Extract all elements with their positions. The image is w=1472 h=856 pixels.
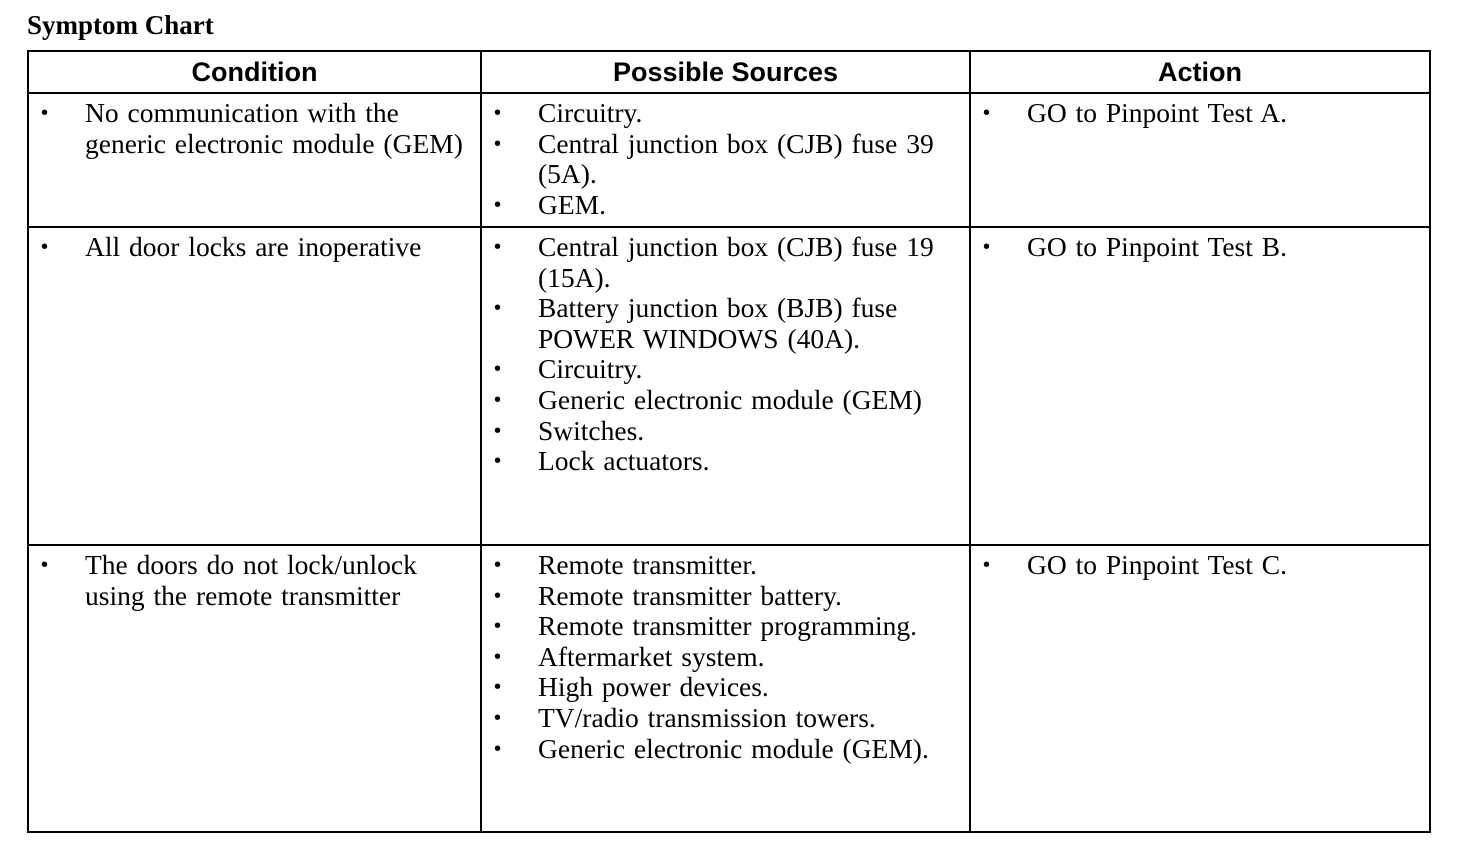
action-cell bbox=[970, 227, 1430, 545]
source-item: • Circuitry. bbox=[494, 98, 963, 129]
source-item: • Lock actuators. bbox=[494, 446, 963, 477]
page-title: Symptom Chart bbox=[27, 10, 214, 40]
condition-text: • The doors do not lock/unlock using the remote transmitter bbox=[41, 550, 474, 611]
source-item: • Aftermarket system. bbox=[494, 642, 963, 673]
source-item: • Circuitry. bbox=[494, 354, 963, 385]
condition-text: • All door locks are inoperative bbox=[41, 232, 474, 263]
condition-text: • No communication with the generic electronic module (GEM) bbox=[41, 98, 474, 159]
column-header-action: Action bbox=[970, 51, 1430, 93]
table-row bbox=[28, 545, 1430, 832]
action-text: • GO to Pinpoint Test C. bbox=[983, 550, 1423, 581]
source-item: • TV/radio transmission towers. bbox=[494, 703, 963, 734]
sources-cell bbox=[481, 545, 970, 832]
source-item: • Generic electronic module (GEM) bbox=[494, 385, 963, 416]
source-item: • Central junction box (CJB) fuse 19 (15A). bbox=[494, 232, 963, 293]
source-item: • Remote transmitter battery. bbox=[494, 581, 963, 612]
action-text: • GO to Pinpoint Test B. bbox=[983, 232, 1423, 263]
source-item: • High power devices. bbox=[494, 672, 963, 703]
column-header-condition: Condition bbox=[28, 51, 481, 93]
table-row bbox=[28, 227, 1430, 545]
source-item: • Switches. bbox=[494, 416, 963, 447]
table-row bbox=[28, 93, 1430, 227]
table-header-row bbox=[28, 51, 1430, 93]
source-item: • Battery junction box (BJB) fuse POWER WINDOWS (40A). bbox=[494, 293, 963, 354]
condition-cell bbox=[28, 545, 481, 832]
column-header-possible-sources: Possible Sources bbox=[481, 51, 970, 93]
action-cell bbox=[970, 93, 1430, 227]
sources-cell bbox=[481, 227, 970, 545]
source-item: • Remote transmitter. bbox=[494, 550, 963, 581]
source-item: • Generic electronic module (GEM). bbox=[494, 734, 963, 765]
condition-cell bbox=[28, 227, 481, 545]
source-item: • GEM. bbox=[494, 190, 963, 221]
source-item: • Remote transmitter programming. bbox=[494, 611, 963, 642]
symptom-table bbox=[27, 50, 1431, 833]
action-cell bbox=[970, 545, 1430, 832]
condition-cell bbox=[28, 93, 481, 227]
source-item: • Central junction box (CJB) fuse 39 (5A). bbox=[494, 129, 963, 190]
action-text: • GO to Pinpoint Test A. bbox=[983, 98, 1423, 129]
sources-cell bbox=[481, 93, 970, 227]
